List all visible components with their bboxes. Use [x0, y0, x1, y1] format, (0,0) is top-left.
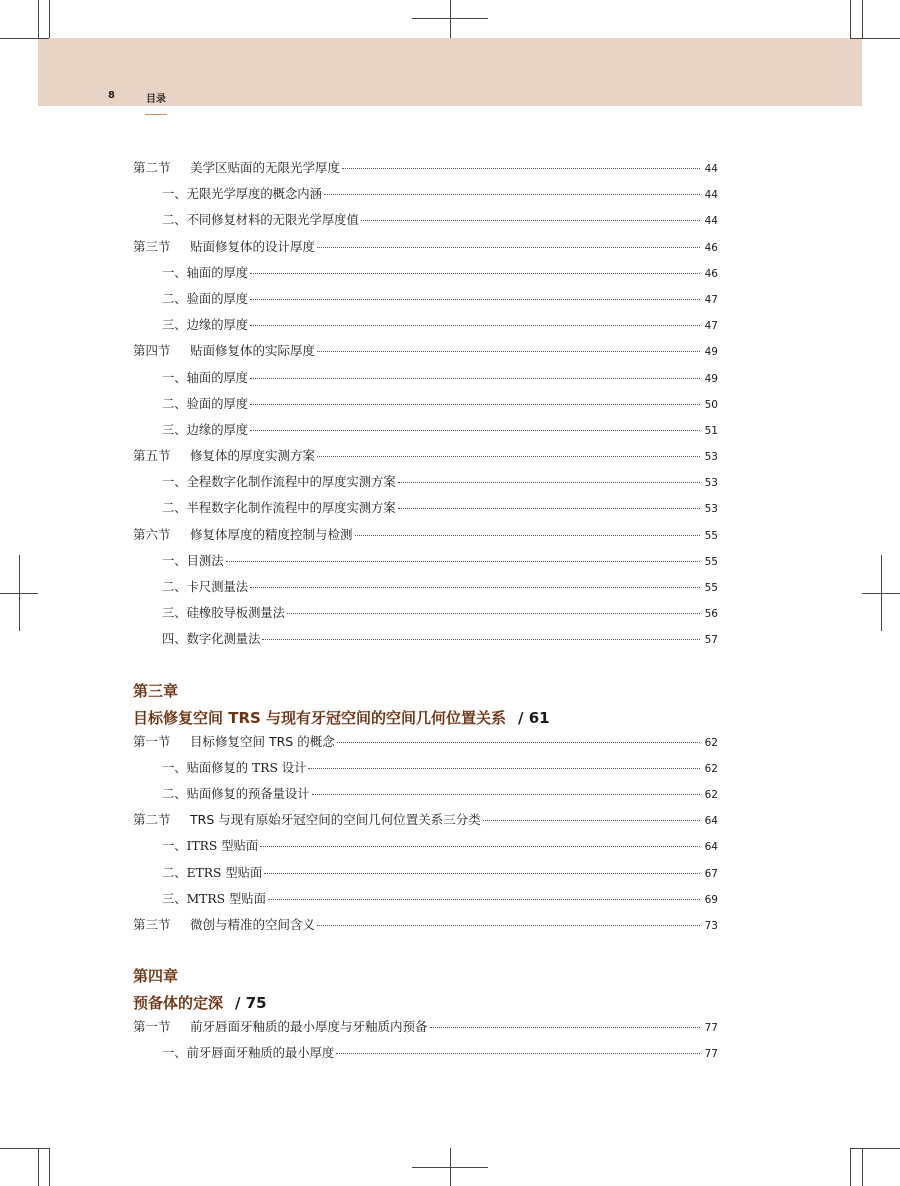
- section-title: 修复体的厚度实测方案: [190, 448, 316, 464]
- toc-entry-label: 一、贴面修复的 TRS 设计: [162, 760, 307, 775]
- toc-item-row[interactable]: [133, 472, 718, 498]
- section-number: 第六节: [133, 526, 171, 542]
- chapter-page: / 61: [518, 708, 550, 727]
- toc-block-chapter2-continued: [133, 158, 718, 656]
- dot-leader: [262, 639, 700, 640]
- toc-page-number: 46: [704, 241, 718, 254]
- toc-entry-label: 三、边缘的厚度: [162, 422, 249, 437]
- chapter-title-text: 预备体的定深: [133, 994, 224, 1013]
- header-title: 目录: [146, 94, 166, 105]
- toc-entry-label: 一、轴面的厚度: [162, 370, 249, 385]
- toc-page-number: 44: [704, 215, 718, 228]
- toc-page-number: 56: [704, 608, 718, 621]
- section-title: 贴面修复体的设计厚度: [190, 238, 316, 254]
- toc-page-number: 47: [704, 320, 718, 333]
- toc-item-row[interactable]: [133, 577, 718, 603]
- toc-item-row[interactable]: [133, 784, 718, 810]
- chapter-title: [133, 704, 718, 732]
- toc-item-row[interactable]: [133, 603, 718, 629]
- toc-item-row[interactable]: [133, 420, 718, 446]
- dot-leader: [287, 613, 700, 614]
- toc-block-chapter4: [133, 1017, 718, 1069]
- chapter-title: [133, 989, 718, 1017]
- section-title: 微创与精准的空间含义: [190, 916, 316, 932]
- toc-page-number: 57: [704, 634, 718, 647]
- toc-item-row[interactable]: [133, 394, 718, 420]
- toc-entry-label: 二、半程数字化制作流程中的厚度实测方案: [162, 501, 396, 516]
- dot-leader: [308, 768, 700, 769]
- toc-entry-label: 二、验面的厚度: [162, 396, 249, 411]
- toc-page-number: 62: [704, 736, 718, 749]
- toc-entry-label: [133, 237, 315, 255]
- chapter-title-text: 目标修复空间 TRS 与现有牙冠空间的空间几何位置关系: [133, 708, 507, 727]
- toc-section-row[interactable]: [133, 732, 718, 758]
- section-number: 第四节: [133, 343, 171, 359]
- dot-leader: [250, 325, 700, 326]
- toc-item-row[interactable]: [133, 1043, 718, 1069]
- toc-entry-label: [133, 915, 315, 933]
- dot-leader: [398, 482, 700, 483]
- toc-page-number: 77: [704, 1048, 718, 1061]
- toc-page-number: 50: [704, 398, 718, 411]
- toc-entry-label: 一、轴面的厚度: [162, 265, 249, 280]
- toc-entry-label: 三、MTRS 型贴面: [162, 891, 266, 906]
- dot-leader: [336, 1053, 700, 1054]
- section-title: 前牙唇面牙釉质的最小厚度与牙釉质内预备: [190, 1019, 428, 1035]
- dot-leader: [226, 561, 701, 562]
- dot-leader: [250, 378, 700, 379]
- header-underline: [145, 114, 167, 115]
- toc-item-row[interactable]: [133, 368, 718, 394]
- section-number: 第五节: [133, 448, 171, 464]
- toc-entry-label: 二、验面的厚度: [162, 291, 249, 306]
- section-title: 贴面修复体的实际厚度: [190, 343, 316, 359]
- chapter-label: 第三章: [133, 681, 179, 700]
- dot-leader: [250, 404, 700, 405]
- chapter-label: 第四章: [133, 967, 179, 986]
- toc-item-row[interactable]: [133, 498, 718, 524]
- toc-entry-label: 一、目测法: [162, 553, 224, 568]
- toc-page-number: 44: [704, 189, 718, 202]
- toc-entry-label: [133, 158, 340, 176]
- section-number: 第二节: [133, 160, 171, 175]
- toc-page-number: 47: [704, 293, 718, 306]
- toc-section-row[interactable]: [133, 915, 718, 941]
- dot-leader: [317, 456, 700, 457]
- toc-page-number: 49: [704, 346, 718, 359]
- toc-page-number: 67: [704, 867, 718, 880]
- dot-leader: [317, 247, 700, 248]
- toc-item-row[interactable]: [133, 863, 718, 889]
- toc-page-number: 73: [704, 919, 718, 932]
- toc-entry-label: 一、无限光学厚度的概念内涵: [162, 187, 322, 202]
- dot-leader: [250, 587, 700, 588]
- toc-page-number: 64: [704, 815, 718, 828]
- section-title: TRS 与现有原始牙冠空间的空间几何位置关系三分类: [190, 812, 481, 828]
- dot-leader: [317, 351, 700, 352]
- toc-item-row[interactable]: [133, 263, 718, 289]
- toc-entry-label: 二、卡尺测量法: [162, 580, 249, 594]
- dot-leader: [250, 273, 700, 274]
- section-number: 第一节: [133, 1019, 171, 1035]
- toc-entry-label: [133, 341, 315, 359]
- toc-page-number: 53: [704, 503, 718, 516]
- toc-page-number: 53: [704, 451, 718, 464]
- table-of-contents: [133, 158, 718, 1069]
- toc-entry-label: 一、ITRS 型贴面: [162, 839, 259, 854]
- toc-item-row[interactable]: [133, 210, 718, 236]
- toc-item-row[interactable]: [133, 758, 718, 784]
- toc-entry-label: 二、ETRS 型贴面: [162, 865, 263, 880]
- toc-page-number: 62: [704, 788, 718, 801]
- toc-item-row[interactable]: [133, 551, 718, 577]
- toc-page-number: 44: [704, 163, 718, 175]
- toc-section-row[interactable]: [133, 158, 718, 184]
- toc-block-chapter3: [133, 732, 718, 942]
- dot-leader: [430, 1027, 700, 1028]
- toc-entry-label: [133, 1017, 428, 1035]
- toc-entry-label: 二、贴面修复的预备量设计: [162, 786, 310, 801]
- toc-page-number: 55: [704, 582, 718, 594]
- toc-page-number: 49: [704, 372, 718, 385]
- dot-leader: [483, 820, 700, 821]
- chapter-page: / 75: [235, 994, 267, 1013]
- dot-leader: [317, 925, 700, 926]
- section-title: 美学区贴面的无限光学厚度: [190, 160, 341, 175]
- toc-entry-label: [133, 446, 315, 464]
- dot-leader: [361, 220, 700, 221]
- toc-entry-label: [133, 810, 481, 828]
- dot-leader: [250, 299, 700, 300]
- toc-section-row[interactable]: [133, 525, 718, 551]
- section-title: 修复体厚度的精度控制与检测: [190, 526, 353, 542]
- toc-entry-label: 二、不同修复材料的无限光学厚度值: [162, 213, 359, 228]
- toc-entry-label: 三、硅橡胶导板测量法: [162, 606, 285, 621]
- toc-entry-label: [133, 525, 353, 543]
- toc-item-row[interactable]: [133, 289, 718, 315]
- toc-page-number: 53: [704, 477, 718, 490]
- toc-page-number: 62: [704, 762, 718, 775]
- toc-page-number: 46: [704, 267, 718, 280]
- toc-page-number: 55: [704, 555, 718, 568]
- section-number: 第三节: [133, 916, 171, 932]
- toc-item-row[interactable]: [133, 629, 718, 655]
- dot-leader: [355, 535, 700, 536]
- dot-leader: [342, 168, 700, 169]
- section-number: 第二节: [133, 812, 171, 828]
- dot-leader: [268, 899, 700, 900]
- dot-leader: [264, 873, 700, 874]
- toc-page-number: 51: [704, 424, 718, 437]
- toc-entry-label: 一、前牙唇面牙釉质的最小厚度: [162, 1046, 335, 1061]
- toc-section-row[interactable]: [133, 446, 718, 472]
- toc-page-number: 77: [704, 1022, 718, 1035]
- dot-leader: [337, 742, 700, 743]
- section-number: 第三节: [133, 238, 171, 254]
- toc-item-row[interactable]: [133, 184, 718, 210]
- dot-leader: [312, 794, 700, 795]
- dot-leader: [260, 846, 700, 847]
- toc-section-row[interactable]: [133, 341, 718, 367]
- toc-item-row[interactable]: [133, 315, 718, 341]
- toc-entry-label: 一、全程数字化制作流程中的厚度实测方案: [162, 475, 396, 490]
- toc-page-number: 69: [704, 893, 718, 906]
- section-number: 第一节: [133, 733, 171, 749]
- toc-section-row[interactable]: [133, 237, 718, 263]
- toc-section-row[interactable]: [133, 1017, 718, 1043]
- toc-item-row[interactable]: [133, 889, 718, 915]
- dot-leader: [250, 430, 700, 431]
- toc-entry-label: 三、边缘的厚度: [162, 318, 249, 333]
- page-number: 8: [108, 90, 115, 101]
- toc-page-number: 55: [704, 529, 718, 542]
- toc-entry-label: [133, 732, 335, 750]
- section-title: 目标修复空间 TRS 的概念: [190, 733, 335, 749]
- toc-entry-label: 四、数字化测量法: [162, 632, 261, 647]
- dot-leader: [324, 194, 700, 195]
- toc-page-number: 64: [704, 841, 718, 854]
- toc-section-row[interactable]: [133, 810, 718, 836]
- toc-item-row[interactable]: [133, 836, 718, 862]
- dot-leader: [398, 508, 700, 509]
